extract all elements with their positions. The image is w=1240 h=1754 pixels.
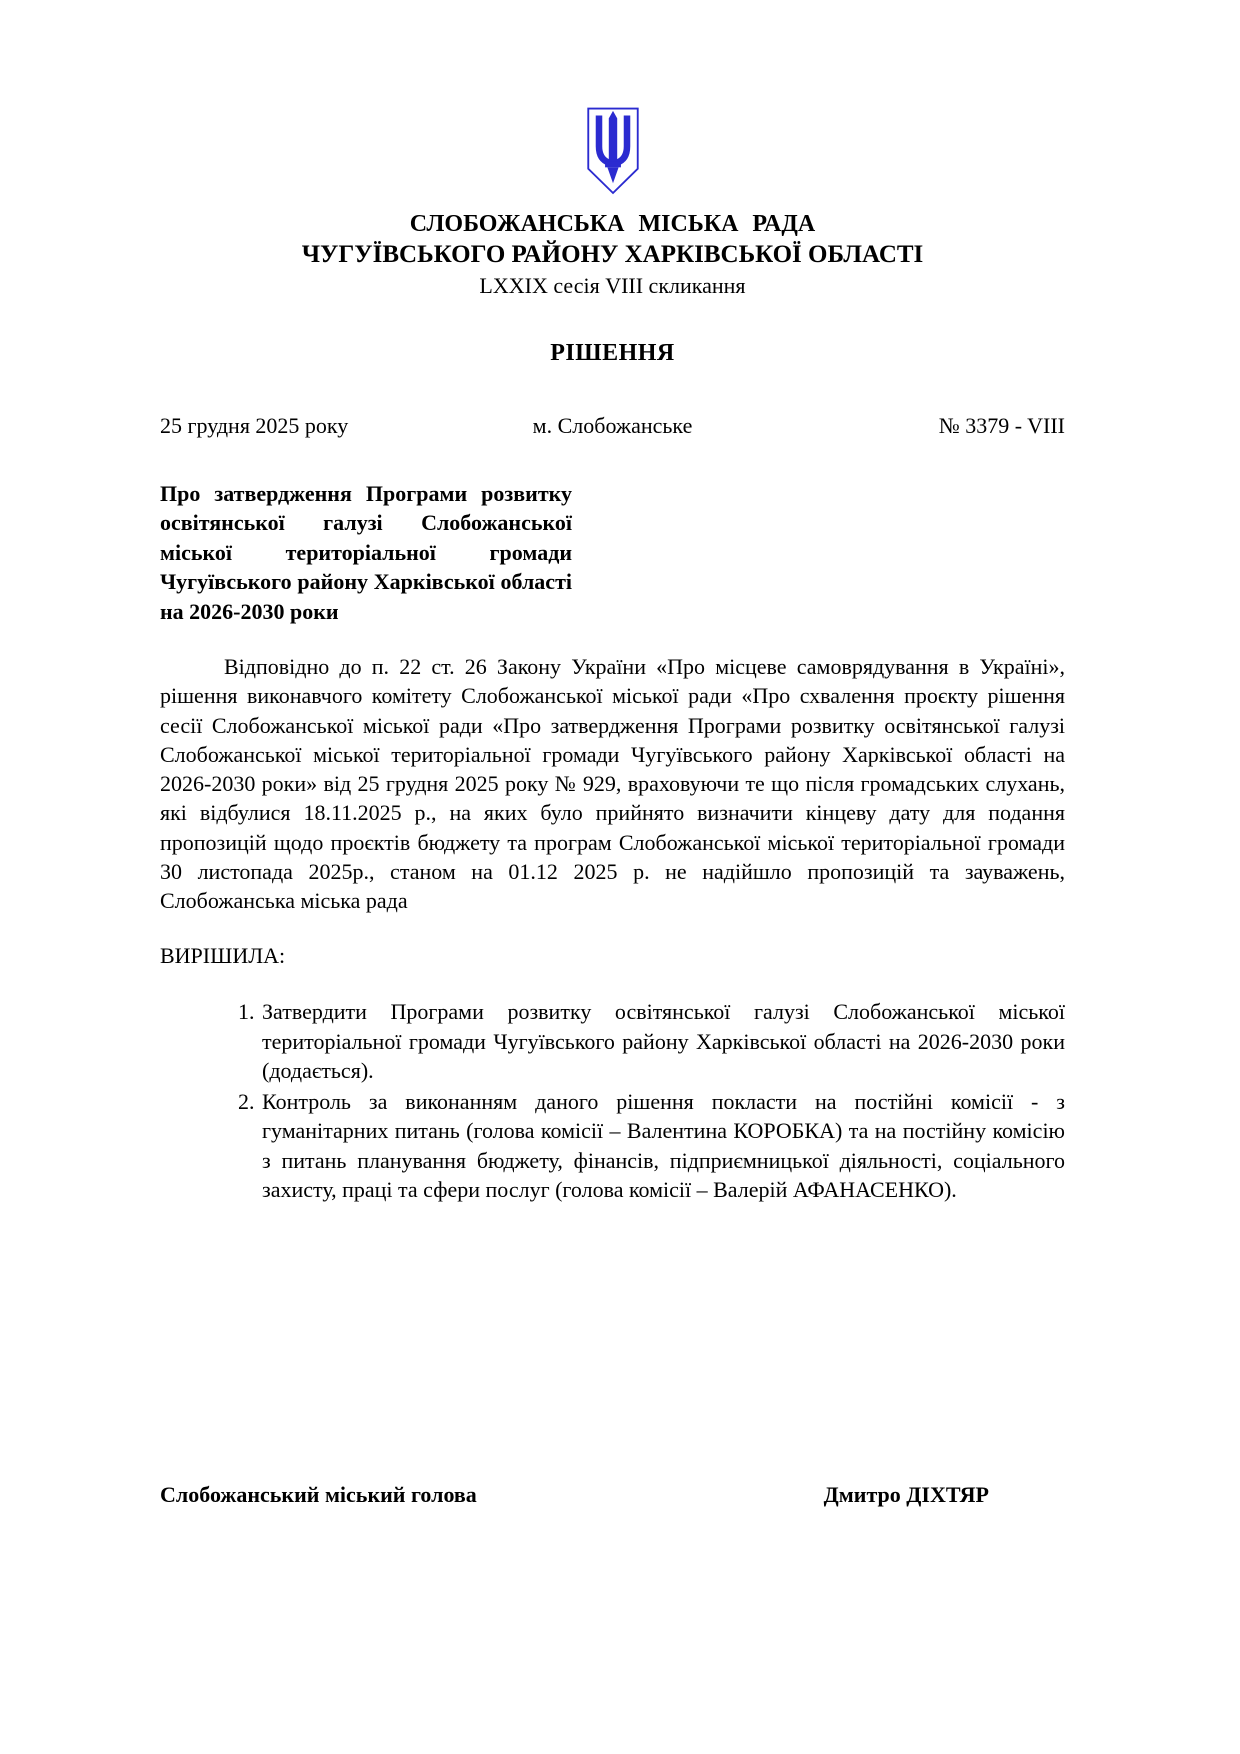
resolution-item: 1. Затвердити Програми розвитку освітянської галузі Слобожанської міської територіальної громади Чугуївського району Харківської області на 2026-2030 роки (додається). bbox=[260, 997, 1065, 1085]
session-line: LXXIX сесія VIII скликання bbox=[479, 273, 746, 299]
decision-place: м. Слобожанське bbox=[532, 412, 693, 438]
signatory-name: Дмитро ДІХТЯР bbox=[823, 1482, 989, 1508]
signatory-title: Слобожанський міський голова bbox=[160, 1482, 477, 1508]
resolution-list bbox=[160, 997, 1065, 1204]
signature-row bbox=[160, 1482, 1065, 1508]
district-name-heading: ЧУГУЇВСЬКОГО РАЙОНУ ХАРКІВСЬКОЇ ОБЛАСТІ bbox=[301, 241, 924, 268]
council-name-heading: СЛОБОЖАНСЬКА МІСЬКА РАДА bbox=[409, 211, 816, 237]
decision-number: № 3379 - VIII bbox=[938, 412, 1066, 438]
meta-row bbox=[160, 413, 1065, 439]
decision-subject: Про затвердження Програми розвитку освітянської галузі Слобожанської міської територіальної громади Чугуївського району Харківської області на 2026-2030 роки bbox=[160, 480, 572, 624]
emblem-container bbox=[160, 106, 1065, 201]
resolution-item: 2. Контроль за виконанням даного рішення покласти на постійні комісії - з гуманітарних питань (голова комісії – Валентина КОРОБКА) та на постійну комісію з питань планування бюджету, фінансів, підприємницької діяльності, соціального захисту, праці та сфери послуг (голова комісії – Валерій АФАНАСЕНКО). bbox=[260, 1087, 1065, 1204]
resolved-label: ВИРІШИЛА: bbox=[160, 943, 286, 969]
decision-preamble: Відповідно до п. 22 ст. 26 Закону України «Про місцеве самоврядування в Україні», рішення виконавчого комітету Слобожанської міської ради «Про схвалення проєкту рішення сесії Слобожанської міської ради «Про затвердження Програми розвитку освітянської галузі Слобожанської міської територіальної громади Чугуївського району Харківської області на 2026-2030 роки» від 25 грудня 2025 року № 929, враховуючи те що після громадських слухань, які відбулися 18.11.2025 р., на яких було прийнято визначити кінцеву дату для подання пропозицій щодо проєктів бюджету та програм Слобожанської міської територіальної громади 30 листопада 2025р., станом на 01.12 2025 р. не надійшло пропозицій та зауважень, Слобожанська міська рада bbox=[160, 654, 1065, 914]
document-type-title: РІШЕННЯ bbox=[550, 339, 675, 366]
decision-date: 25 грудня 2025 року bbox=[160, 412, 349, 438]
ukraine-tryzub-emblem-icon bbox=[585, 106, 641, 196]
